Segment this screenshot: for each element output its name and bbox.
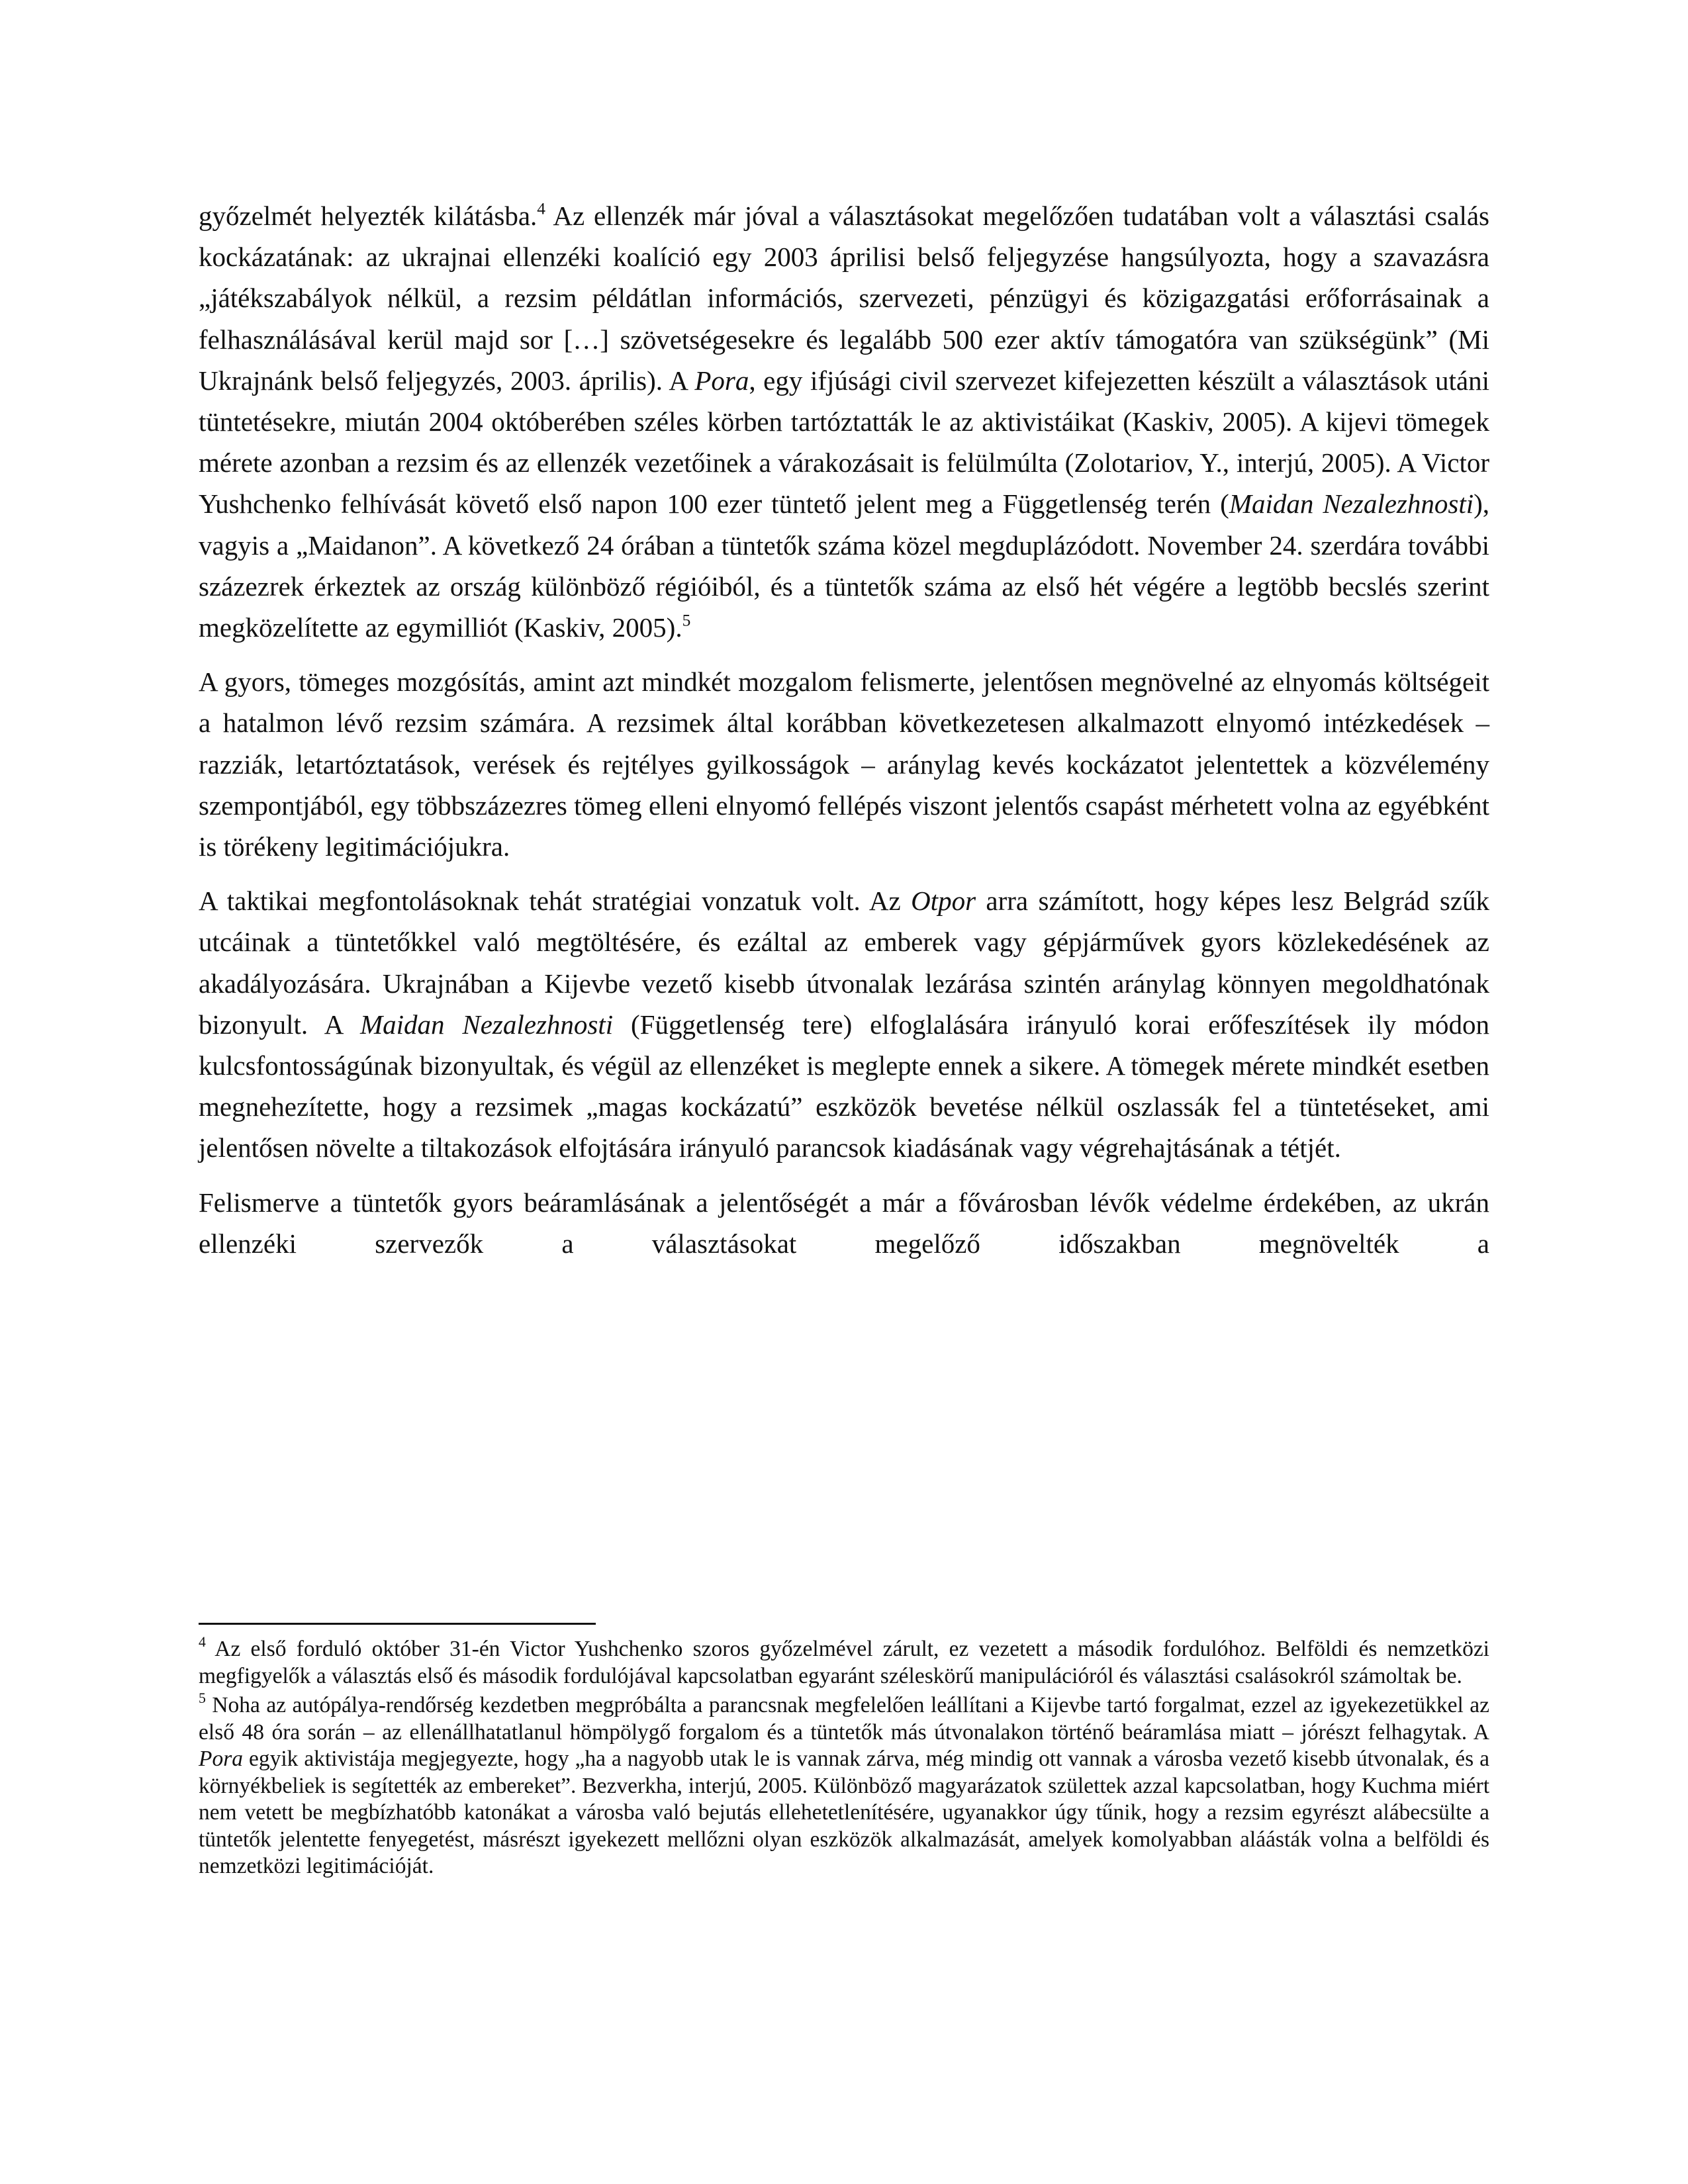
paragraph-1-italic-pora: Pora xyxy=(694,365,749,396)
footnote-reference-5[interactable]: 5 xyxy=(682,611,691,630)
paragraph-1-text-b: Az ellenzék már jóval a választásokat megelőzően tudatában volt a választási csalás kockázatának: az ukrajnai ellenzéki koalíció egy 2003 áprilisi belső feljegyzése hangsúlyozta, hogy a szavazásra „játékszabályok nélkül, a rezsim példátlan információs, szervezeti, pénzügyi és közigazgatási erőforrásainak a felhasználásával kerül majd sor […] szövetségesekre és legalább 500 ezer aktív támogatóra van szükségünk” (Mi Ukrajnánk belső feljegyzés, 2003. április). A xyxy=(199,201,1489,396)
paragraph-3-text-a: A taktikai megfontolásoknak tehát stratégiai vonzatuk volt. Az xyxy=(199,886,912,917)
footnote-5-italic-pora: Pora xyxy=(199,1747,243,1771)
footnote-5-number: 5 xyxy=(199,1690,206,1706)
paragraph-1 xyxy=(199,195,1489,648)
footnote-reference-4[interactable]: 4 xyxy=(537,199,545,218)
paragraph-3-text-c: (Függetlenség tere) elfoglalására irányuló korai erőfeszítések ily módon kulcsfontosságúnak bizonyultak, és végül az ellenzéket is meglepte ennek a sikere. A tömegek mérete mindkét esetben megnehezítette, hogy a rezsimek „magas kockázatú” eszközök bevetése nélkül oszlassák fel a tüntetéseket, ami jelentősen növelte a tiltakozások elfojtására irányuló parancsok kiadásának vagy végrehajtásának a tétjét. xyxy=(199,1009,1489,1163)
paragraph-1-text-d: ), vagyis a „Maidanon”. A következő 24 órában a tüntetők száma közel megduplázódott. November 24. szerdára további százezrek érkeztek az ország különböző régióiból, és a tüntetők száma az első hét végére a legtöbb becslés szerint megközelítette az egymilliót (Kaskiv, 2005). xyxy=(199,488,1490,643)
footnote-4-number: 4 xyxy=(199,1633,206,1650)
footnote-5 xyxy=(199,1692,1489,1880)
paragraph-1-text-c: , egy ifjúsági civil szervezet kifejezetten készült a választások utáni tüntetésekre, miután 2004 októberében széles körben tartóztatták le az aktivistáikat (Kaskiv, 2005). A kijevi tömegek mérete azonban a rezsim és az ellenzék vezetőinek a várakozásait is felülmúlta (Zolotariov, Y., interjú, 2005). A Victor Yushchenko felhívását követő első napon 100 ezer tüntető jelent meg a Függetlenség terén ( xyxy=(199,365,1489,520)
paragraph-4: Felismerve a tüntetők gyors beáramlásának a jelentőségét a már a fővárosban lévők védelme érdekében, az ukrán ellenzéki szervezők a választásokat megelőző időszakban megnövelték a xyxy=(199,1187,1489,1259)
footnote-5-text-a: Noha az autópálya-rendőrség kezdetben megpróbálta a parancsnak megfelelően leállítani a Kijevbe tartó forgalmat, ezzel az igyekezetükkel az első 48 óra során – az ellenállhatatlanul hömpölygő forgalom és a tüntetők más útvonalakon történő beáramlása miatt – jórészt felhagytak. A xyxy=(199,1693,1489,1745)
footnotes-section xyxy=(199,1633,1489,1883)
footnote-4 xyxy=(199,1633,1489,1690)
footnote-separator xyxy=(199,1623,596,1625)
paragraph-3-text-b: arra számított, hogy képes lesz Belgrád szűk utcáinak a tüntetőkkel való megtöltésére, és ezáltal az emberek vagy gépjárművek gyors közlekedésének az akadályozására. Ukrajnában a Kijevbe vezető kisebb útvonalak lezárása szintén aránylag könnyen megoldhatónak bizonyult. A xyxy=(199,886,1489,1040)
footnote-5-text-b: egyik aktivistája megjegyezte, hogy „ha a nagyobb utak le is vannak zárva, még mindig ott vannak a városba vezető kisebb útvonalak, és a környékbeliek is segítették az embereket”. Bezverkha, interjú, 2005. Különböző magyarázatok születtek azzal kapcsolatban, hogy Kuchma miért nem vetett be megbízhatóbb katonákat a városba való bejutás ellehetetlenítésére, ugyanakkor úgy tűnik, hogy a rezsim egyrészt alábecsülte a tüntetők jelentette fenyegetést, másrészt igyekezett mellőzni olyan eszközök alkalmazását, amelyek komolyabban aláásták volna a belföldi és nemzetközi legitimációját. xyxy=(199,1747,1489,1878)
paragraph-3 xyxy=(199,880,1489,1168)
paragraph-1-text-a: győzelmét helyezték kilátásba. xyxy=(199,201,538,231)
paragraph-2: A gyors, tömeges mozgósítás, amint azt mindkét mozgalom felismerte, jelentősen megnövelné az elnyomás költségeit a hatalmon lévő rezsim számára. A rezsimek által korábban következetesen alkalmazott elnyomó intézkedések – razziák, letartóztatások, verések és rejtélyes gyilkosságok – aránylag kevés kockázatot jelentettek a közvélemény szempontjából, egy többszázezres tömeg elleni elnyomó fellépés viszont jelentős csapást mérhetett volna az egyébként is törékeny legitimációjukra. xyxy=(199,666,1489,862)
document-page xyxy=(199,195,1489,1264)
main-text xyxy=(199,195,1489,1264)
paragraph-3-italic-maidan: Maidan Nezalezhnosti xyxy=(359,1009,614,1040)
footnote-4-text: Az első forduló október 31-én Victor Yushchenko szoros győzelmével zárult, ez vezetett a második fordulóhoz. Belföldi és nemzetközi megfigyelők a választás első és második fordulójával kapcsolatban egyaránt széleskörű manipulációról és választási csalásokról számoltak be. xyxy=(199,1637,1489,1688)
paragraph-1-italic-maidan: Maidan Nezalezhnosti xyxy=(1229,488,1474,520)
paragraph-3-italic-otpor: Otpor xyxy=(911,886,976,917)
